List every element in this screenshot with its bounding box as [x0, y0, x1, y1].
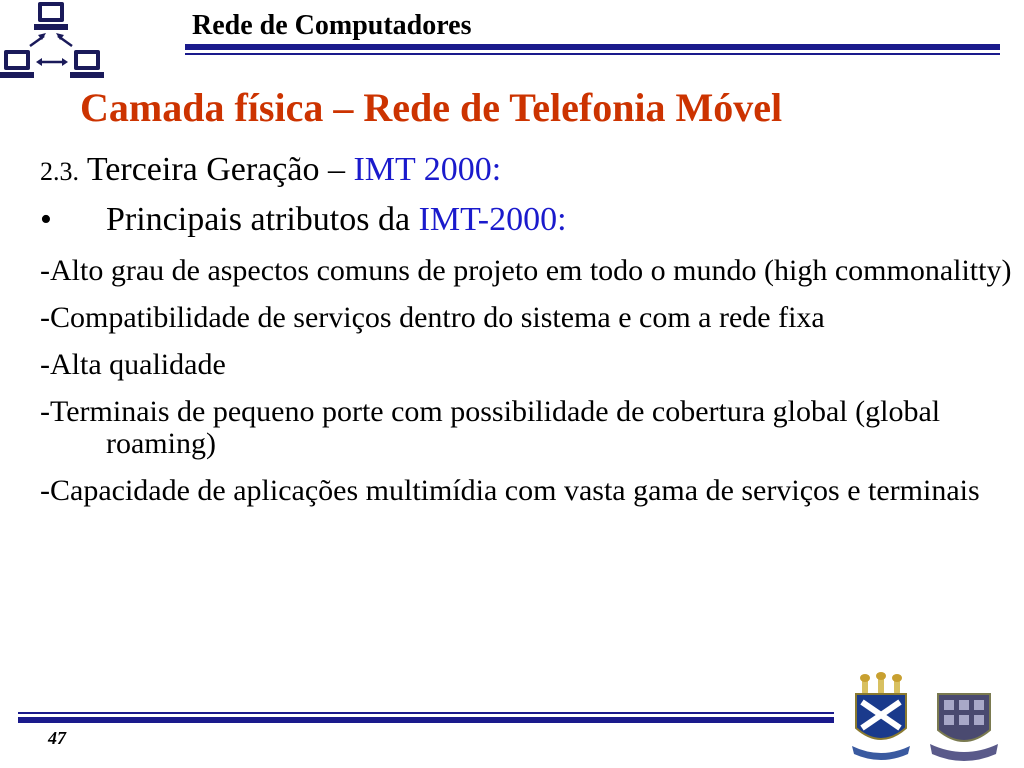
section-heading [40, 150, 1015, 192]
network-computers-icon [0, 0, 108, 88]
header-rule-thin [185, 53, 1000, 55]
footer-rule-thin [18, 712, 834, 714]
list-item: -Compatibilidade de serviços dentro do sistema e com a rede fixa [40, 301, 825, 334]
university-crest-icon [848, 672, 914, 762]
bullet-line [40, 200, 1015, 240]
footer-rule [18, 717, 834, 723]
page-number: 47 [48, 728, 66, 748]
bullet-text: Principais atributos da [106, 201, 411, 238]
bullet-symbol: • [40, 201, 52, 238]
list-item: -Alta qualidade [40, 348, 226, 381]
section-number: 2.3. [40, 157, 79, 186]
institute-crest-icon [928, 690, 1000, 762]
list-item: -Terminais de pequeno porte com possibilidade de cobertura global (global roaming) [40, 395, 941, 460]
header-title: Rede de Computadores [192, 10, 472, 41]
list-item: -Alto grau de aspectos comuns de projeto em todo o mundo (high commonalitty) [40, 254, 1012, 287]
bullet-highlight: IMT-2000: [418, 201, 567, 238]
list-item: -Capacidade de aplicações multimídia com vasta gama de serviços e terminais [40, 474, 980, 507]
header-rule [185, 44, 1000, 50]
slide-content [40, 150, 1015, 507]
section-highlight: IMT 2000: [353, 151, 502, 188]
slide-title: Camada física – Rede de Telefonia Móvel [80, 85, 783, 130]
section-text: Terceira Geração – [86, 151, 345, 188]
